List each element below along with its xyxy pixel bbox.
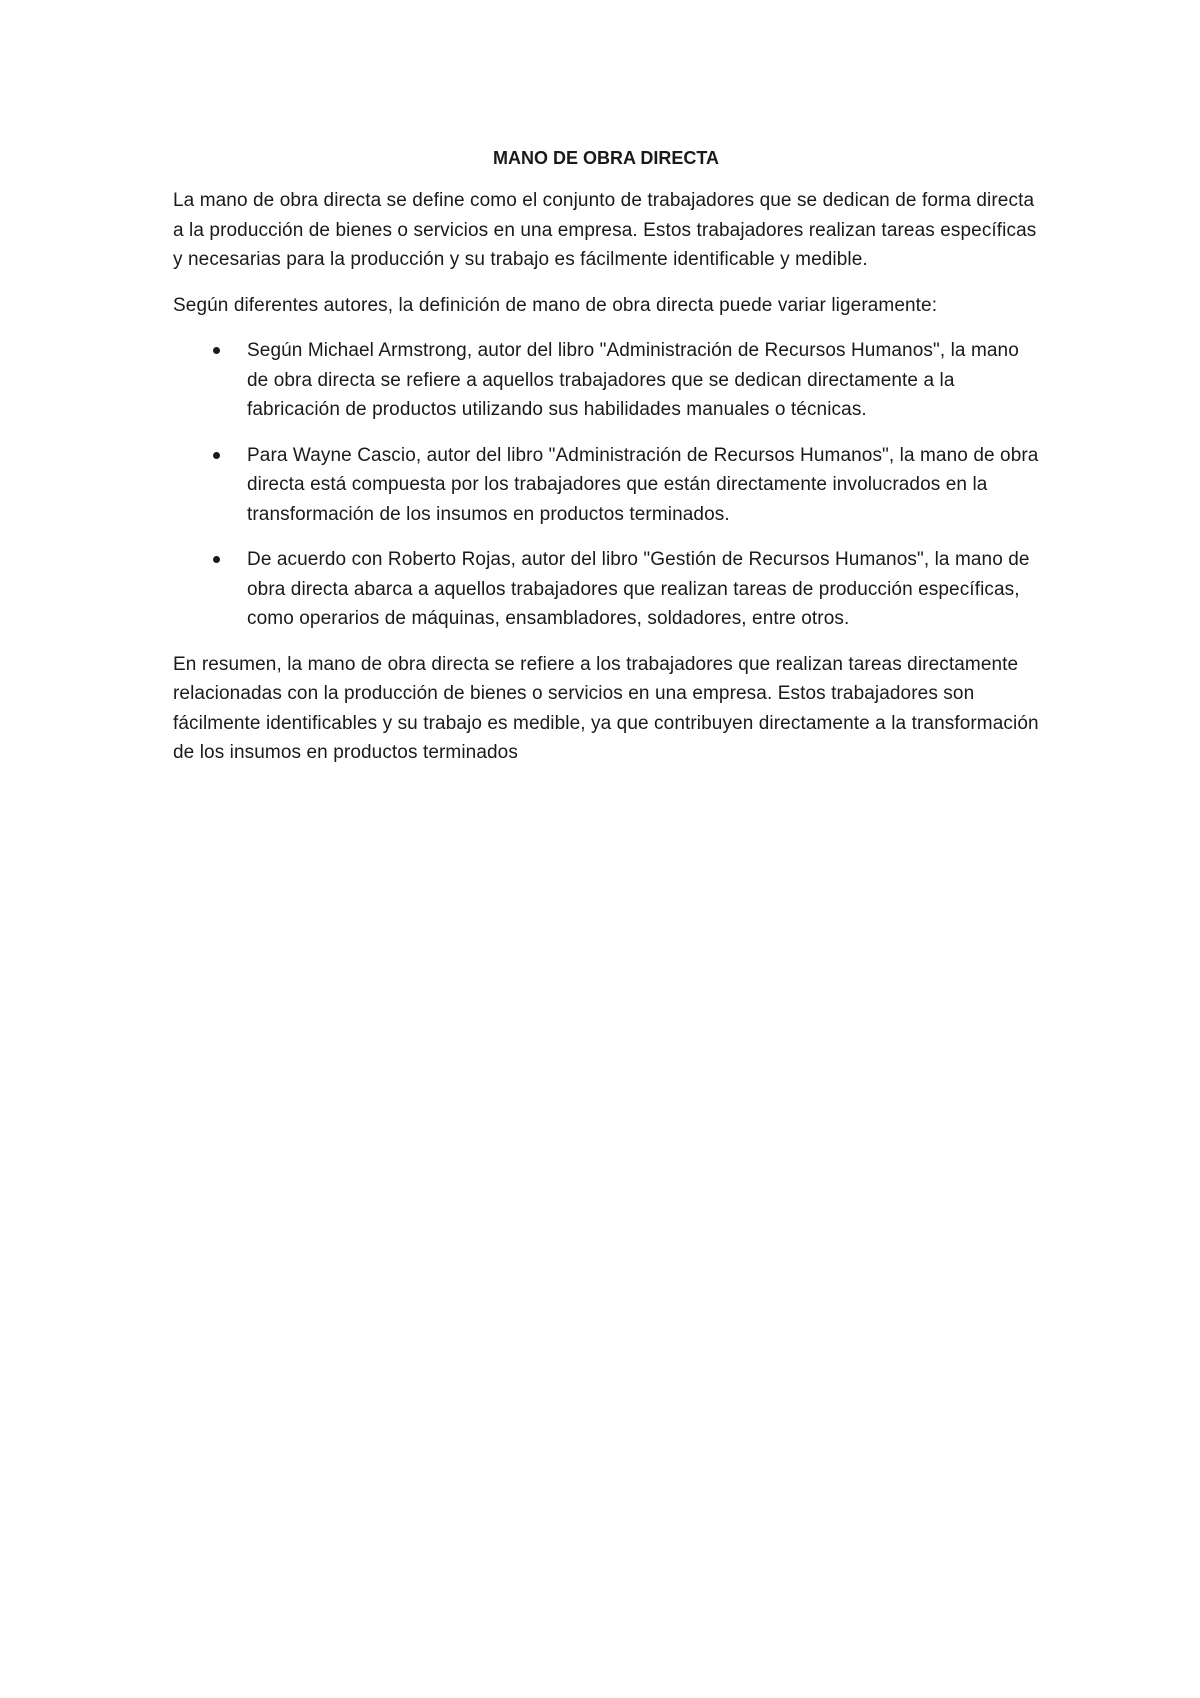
document-title: MANO DE OBRA DIRECTA (493, 148, 719, 168)
bullet-item-armstrong (173, 336, 1039, 425)
authors-bullet-list (173, 336, 1039, 634)
bullet-icon (213, 452, 220, 459)
bullet-text: Para Wayne Cascio, autor del libro "Administración de Recursos Humanos", la mano de obra directa está compuesta por los trabajadores que están directamente involucrados en la transformación de los insumos en productos terminados. (247, 444, 1039, 525)
intro-paragraph: La mano de obra directa se define como el conjunto de trabajadores que se dedican de forma directa a la producción de bienes o servicios en una empresa. Estos trabajadores realizan tareas específicas y necesarias para la producción y su trabajo es fácilmente identificable y medible. (173, 190, 1037, 270)
bullet-text: De acuerdo con Roberto Rojas, autor del libro "Gestión de Recursos Humanos", la mano de obra directa abarca a aquellos trabajadores que realizan tareas de producción específicas, como operarios de máquinas, ensambladores, soldadores, entre otros. (247, 549, 1030, 629)
authors-intro-paragraph: Según diferentes autores, la definición de mano de obra directa puede variar ligeramente: (173, 294, 938, 316)
bullet-item-cascio (173, 441, 1039, 530)
summary-paragraph: En resumen, la mano de obra directa se refiere a los trabajadores que realizan tareas directamente relacionadas con la producción de bienes o servicios en una empresa. Estos trabajadores son fácilmente identificables y su trabajo es medible, ya que contribuyen directamente a la transformación de los insumos en productos terminados (173, 653, 1039, 763)
document-body (173, 146, 1039, 784)
bullet-icon (213, 347, 220, 354)
bullet-item-rojas (173, 545, 1039, 634)
bullet-icon (213, 556, 220, 563)
bullet-text: Según Michael Armstrong, autor del libro "Administración de Recursos Humanos", la mano de obra directa se refiere a aquellos trabajadores que se dedican directamente a la fabricación de productos utilizando sus habilidades manuales o técnicas. (247, 340, 1019, 420)
